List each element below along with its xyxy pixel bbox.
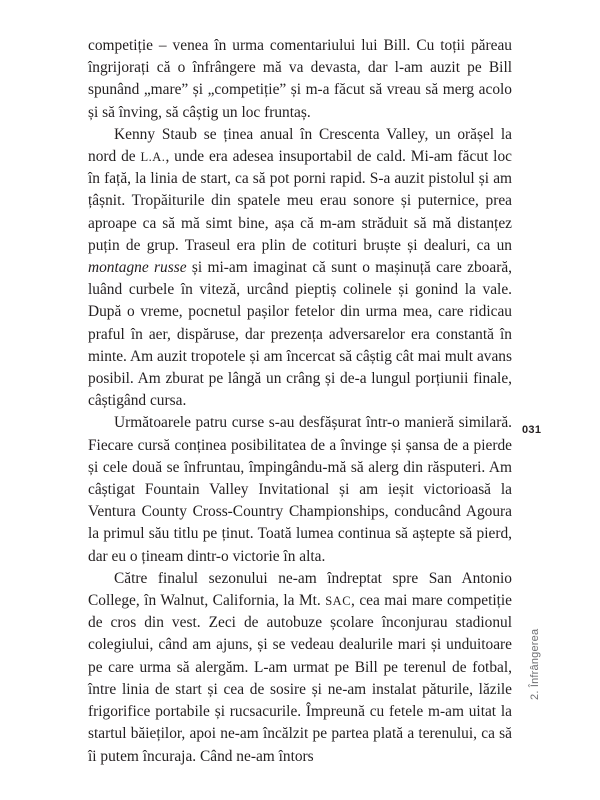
paragraph-4-text-b: , cea mai mare competiție de cros din vest. Zeci de autobuze școlare înconjurau stadionul colegiului, când am ajuns, și se vedeau dealurile mari și unduitoare pe care urma să alergăm. L-am urmat pe Bill pe terenul de fotbal, între linia de start și cea de sosire și ne-am instalat păturile, lăzile frigorifice portabile și rucsacurile. Împreună cu fetele m-am uitat la startul băieților, apoi ne-am încălzit pe partea plată a terenului, ca să îi putem încuraja. Când ne-am întors <box>88 592 512 765</box>
abbreviation-sac: SAC <box>325 594 352 609</box>
abbreviation-la: L.A. <box>140 150 166 165</box>
page-body-text <box>88 35 512 768</box>
paragraph-2-text-c: și mi-am imaginat că sunt o mașinuță care zboară, luând curbele în viteză, urcând pieptiș colinele și gonind la vale. După o vreme, pocnetul pașilor fetelor din urma mea, care ridicau praful în aer, dispăruse, dar prezența adversarelor era constantă în minte. Am auzit tropotele și am încercat să câștig cât mai mult avans posibil. Am zburat pe lângă un crâng și de-a lungul porțiunii finale, câștigând cursa. <box>88 259 512 410</box>
paragraph-1 <box>88 35 512 124</box>
paragraph-4-text-a: Către finalul sezonului ne-am îndreptat spre San Antonio College, în Walnut, California, la Mt. <box>88 569 512 610</box>
paragraph-2-text-a: Kenny Staub se ținea anual în Crescenta Valley, un orășel la nord de <box>88 125 512 166</box>
paragraph-3-text: Următoarele patru curse s-au desfășurat într-o manieră similară. Fiecare cursă conținea posibilitatea de a învinge și șansa de a pierde și cele două se înfruntau, împingându-mă să alerg din răsputeri. Am câștigat Fountain Valley Invitational și am ieșit victorioasă la Ventura County Cross-Country Championships, conducând Agoura la primul său titlu pe ținut. Toată lumea continua să aștepte să pierd, dar eu o țineam dintr-o victorie în alta. <box>88 414 512 565</box>
italic-montagne-russe: montagne russe <box>88 259 187 277</box>
paragraph-2 <box>88 124 512 413</box>
running-head-chapter: 2. Înfrângerea <box>529 628 541 700</box>
paragraph-2-text-b: , unde era adesea insuportabil de cald. Mi-am făcut loc în față, la linia de start, ca să pot porni rapid. S-a auzit pistolul și am țâșnit. Tropăiturile din spatele meu erau sonore și puternice, prea aproape ca să mă simt bine, așa că m-am străduit să mă distanțez puțin de grup. Traseul era plin de cotituri bruște și dealuri, ca un <box>88 148 512 254</box>
paragraph-4 <box>88 568 512 768</box>
page-number: 031 <box>522 424 542 436</box>
paragraph-3 <box>88 412 512 567</box>
paragraph-1-text: competiție – venea în urma comentariului lui Bill. Cu toții păreau îngrijorați că o înfrângere mă va devasta, dar l-am auzit pe Bill spunând „mare” și „competiție” și m-a făcut să vreau să merg acolo și să înving, să câștig un loc fruntaș. <box>88 37 512 121</box>
